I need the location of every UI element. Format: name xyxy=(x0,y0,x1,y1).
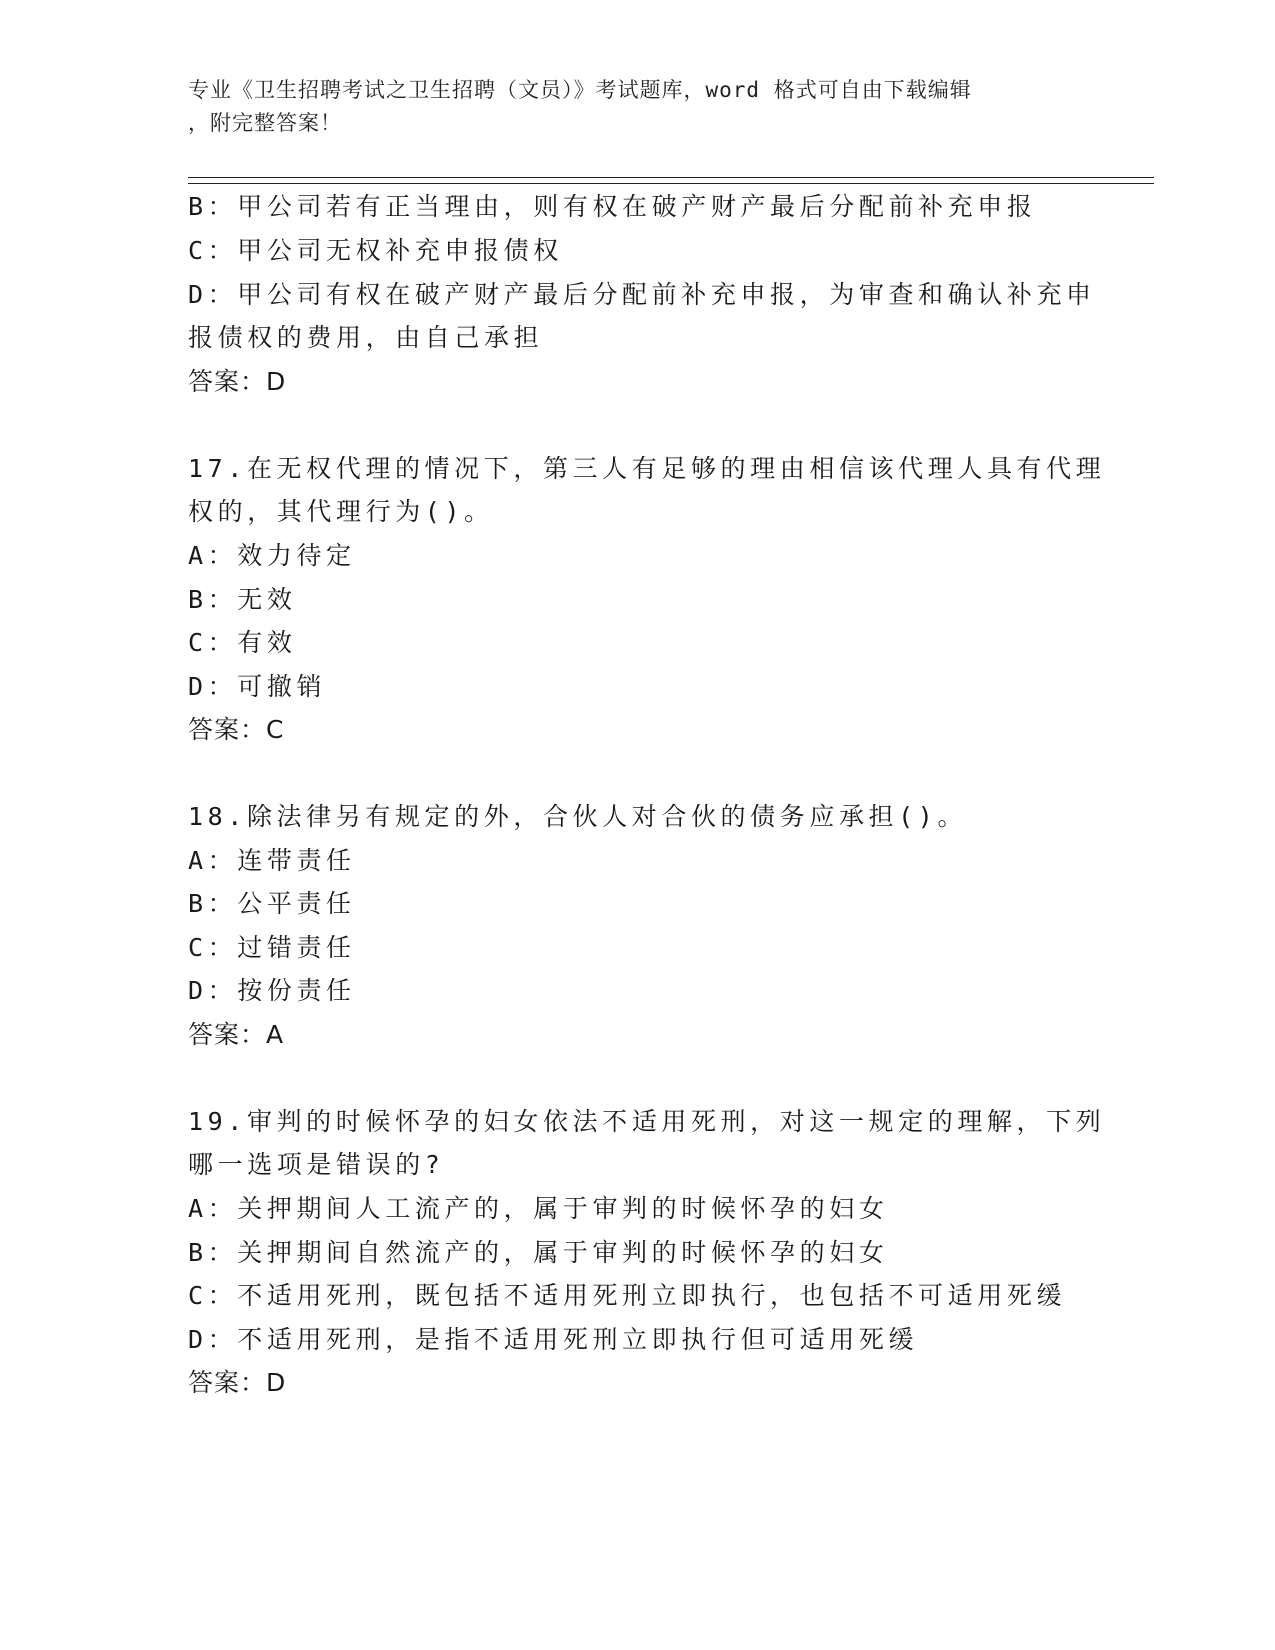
header-line-2: ，附完整答案！ xyxy=(188,111,342,135)
option-b-q19: B：关押期间自然流产的，属于审判的时候怀孕的妇女 xyxy=(188,1238,889,1267)
option-d-q17: D：可撤销 xyxy=(188,672,327,701)
answer-q18: 答案：A xyxy=(188,1020,285,1049)
document-header xyxy=(188,74,1068,140)
answer-q16: 答案：D xyxy=(188,367,287,396)
question-17-stem-cont: 权的，其代理行为()。 xyxy=(188,497,494,526)
option-c-q19: C：不适用死刑，既包括不适用死刑立即执行，也包括不可适用死缓 xyxy=(188,1281,1067,1310)
option-b-q18: B：公平责任 xyxy=(188,889,356,918)
option-a-q19: A：关押期间人工流产的，属于审判的时候怀孕的妇女 xyxy=(188,1194,889,1223)
header-rule-top xyxy=(188,177,1154,178)
header-line-1: 专业《卫生招聘考试之卫生招聘（文员）》考试题库，word 格式可自由下载编辑 xyxy=(188,78,972,102)
option-c-q16: C：甲公司无权补充申报债权 xyxy=(188,236,563,265)
answer-q17: 答案：C xyxy=(188,715,285,744)
option-a-q18: A：连带责任 xyxy=(188,846,356,875)
question-19-stem-cont: 哪一选项是错误的? xyxy=(188,1150,445,1179)
option-d-q16-cont: 报债权的费用，由自己承担 xyxy=(188,323,544,352)
option-c-q18: C：过错责任 xyxy=(188,933,356,962)
option-d-q18: D：按份责任 xyxy=(188,976,356,1005)
answer-q19: 答案：D xyxy=(188,1368,287,1397)
option-d-q19: D：不适用死刑，是指不适用死刑立即执行但可适用死缓 xyxy=(188,1325,919,1354)
option-c-q17: C：有效 xyxy=(188,628,297,657)
option-b-q16: B：甲公司若有正当理由，则有权在破产财产最后分配前补充申报 xyxy=(188,192,1037,221)
question-17-stem: 17.在无权代理的情况下，第三人有足够的理由相信该代理人具有代理 xyxy=(188,454,1106,483)
option-b-q17: B：无效 xyxy=(188,585,297,614)
question-18-stem: 18.除法律另有规定的外，合伙人对合伙的债务应承担()。 xyxy=(188,802,968,831)
question-19-stem: 19.审判的时候怀孕的妇女依法不适用死刑，对这一规定的理解，下列 xyxy=(188,1107,1106,1136)
option-d-q16: D：甲公司有权在破产财产最后分配前补充申报，为审查和确认补充申 xyxy=(188,280,1096,309)
option-a-q17: A：效力待定 xyxy=(188,541,356,570)
header-rule-bottom xyxy=(188,183,1154,184)
